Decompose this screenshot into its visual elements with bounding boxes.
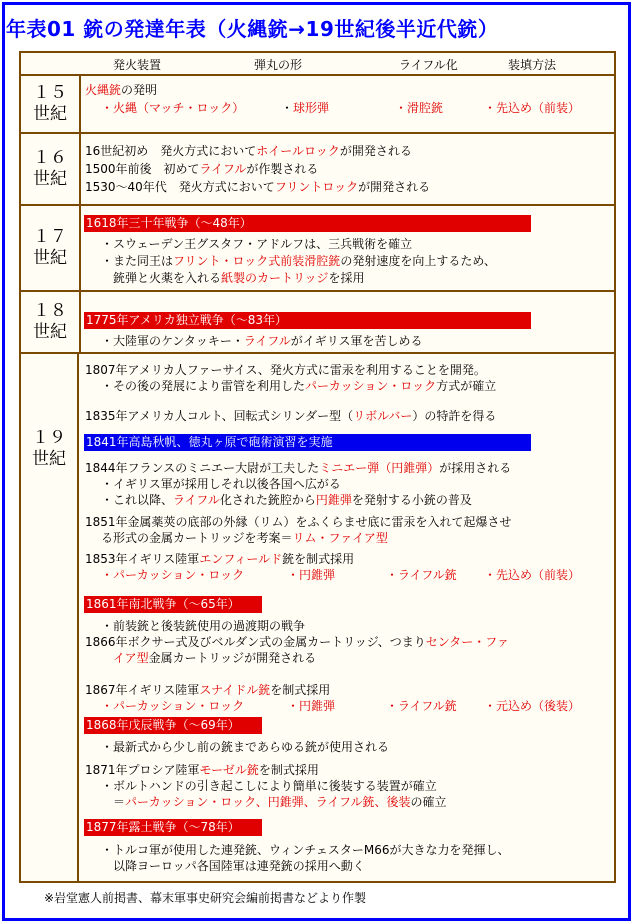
row-content [81, 292, 614, 352]
text-line: ・パーカッション・ロック [101, 699, 245, 713]
text-line: ・先込め（前装） [484, 101, 581, 115]
text-line: ・前装銃と後装銃使用の過渡期の戦争 [101, 619, 306, 633]
event-bar-boshin-war: 1868年戊辰戦争（～69年） [84, 717, 262, 734]
header-loading: 装填方法 [508, 58, 557, 72]
text-line: 1530～40年代 発火方式においてフリントロックが開発される [85, 180, 431, 194]
text-line: ・ボルトハンドの引き起こしにより簡単に後装する装置が確立 [101, 779, 437, 793]
row-17th-century [21, 206, 614, 292]
text-line: ・その後の発展により雷管を利用したパーカッション・ロック方式が確立 [101, 379, 497, 393]
table-header [21, 53, 614, 76]
century-label: １７ 世紀 [21, 206, 81, 290]
text-line: 以降ヨーロッパ各国陸軍は連発銃の採用へ動く [113, 859, 365, 873]
event-bar-russo-turkish-war: 1877年露土戦争（～78年） [84, 819, 262, 836]
text-line: ・大陸軍のケンタッキー・ライフルがイギリス軍を苦しめる [101, 334, 423, 348]
row-19th-century [21, 354, 614, 881]
row-content [81, 354, 614, 881]
text-line: ・また同王はフリント・ロック式前装滑腔銃の発射速度を向上するため、 [101, 254, 496, 268]
text-line: イア型金属カートリッジが開発される [113, 651, 317, 665]
timeline-table [19, 51, 616, 883]
text-line: ・ライフル銃 [386, 699, 457, 713]
text-line: ・円錐弾 [287, 568, 336, 582]
text-line: ・スウェーデン王グスタフ・アドルフは、三兵戦術を確立 [101, 237, 413, 251]
text-line: ・先込め（前装） [484, 568, 581, 582]
century-label: １８ 世紀 [21, 292, 81, 352]
text-line: 1835年アメリカ人コルト、回転式シリンダー型（リボルバー）の特許を得る [85, 409, 497, 423]
text-line: 1853年イギリス陸軍エンフィールド銃を制式採用 [85, 552, 355, 566]
text-line: る形式の金属カートリッジを考案＝リム・ファイア型 [101, 531, 388, 545]
text-line: 1807年アメリカ人ファーサイス、発火方式に雷汞を利用することを開発。 [85, 363, 486, 377]
text-line: ・パーカッション・ロック [101, 568, 245, 582]
row-15th-century [21, 76, 614, 134]
century-label: １６ 世紀 [21, 134, 81, 204]
text-line: 1500年前後 初めてライフルが作製される [85, 162, 319, 176]
text-line: 1867年イギリス陸軍スナイドル銃を制式採用 [85, 683, 331, 697]
century-label: １５ 世紀 [21, 76, 81, 132]
text-line: ・これ以降、ライフル化された銃腔から円錐弾を発射する小銃の普及 [101, 493, 472, 507]
text-line: ・トルコ軍が使用した連発銃、ウィンチェスターM66が大きな力を発揮し、 [101, 843, 510, 857]
text-line: ・ライフル銃 [386, 568, 457, 582]
text-line: 1866年ボクサー式及びベルダン式の金属カートリッジ、つまりセンター・ファ [85, 635, 510, 649]
header-ignition: 発火装置 [113, 58, 162, 72]
event-bar-takashima-drill: 1841年高島秋帆、徳丸ヶ原で砲術演習を実施 [84, 434, 531, 451]
text-line: 16世紀初め 発火方式においてホイールロックが開発される [85, 144, 412, 158]
header-rifling: ライフル化 [399, 58, 458, 72]
text-line: ・最新式から少し前の銃まであらゆる銃が使用される [101, 740, 390, 754]
page-title: 年表01 銃の発達年表（火縄銃→19世紀後半近代銃） [6, 17, 499, 41]
text-line: ・火縄（マッチ・ロック） [101, 101, 245, 115]
text-line: ・滑腔銃 [395, 101, 444, 115]
text-line: 銃弾と火薬を入れる紙製のカートリッジを採用 [113, 271, 365, 285]
text-line: ・イギリス軍が採用しそれ以後各国へ広がる [101, 477, 341, 491]
row-content [81, 76, 614, 132]
row-content [81, 134, 614, 204]
text-line: ・元込め（後装） [484, 699, 581, 713]
century-label: １９ 世紀 [21, 354, 79, 881]
event-bar-thirty-years-war: 1618年三十年戦争（～48年） [84, 215, 531, 232]
row-16th-century [21, 134, 614, 206]
text-line: ＝パーカッション・ロック、円錐弾、ライフル銃、後装の確立 [113, 795, 447, 809]
row-18th-century [21, 292, 614, 354]
text-line: 1851年金属薬莢の底部の外縁（リム）をふくらませ底に雷汞を入れて起爆させ [85, 515, 512, 529]
text-line: ・球形弾 [281, 101, 330, 115]
text-line: 1844年フランスのミニエー大尉が工夫したミニエー弾（円錐弾）が採用される [85, 461, 512, 475]
event-bar-civil-war: 1861年南北戦争（～65年） [84, 596, 262, 613]
text-line: 火縄銃の発明 [85, 83, 158, 97]
text-line: 1871年プロシア陸軍モーゼル銃を制式採用 [85, 763, 319, 777]
header-bullet-shape: 弾丸の形 [254, 58, 303, 72]
text-line: ・円錐弾 [287, 699, 336, 713]
event-bar-american-revolution: 1775年アメリカ独立戦争（～83年） [84, 312, 531, 329]
row-content [81, 206, 614, 290]
footnote: ※岩堂憲人前掲書、幕末軍事史研究会編前掲書などより作製 [44, 891, 367, 905]
